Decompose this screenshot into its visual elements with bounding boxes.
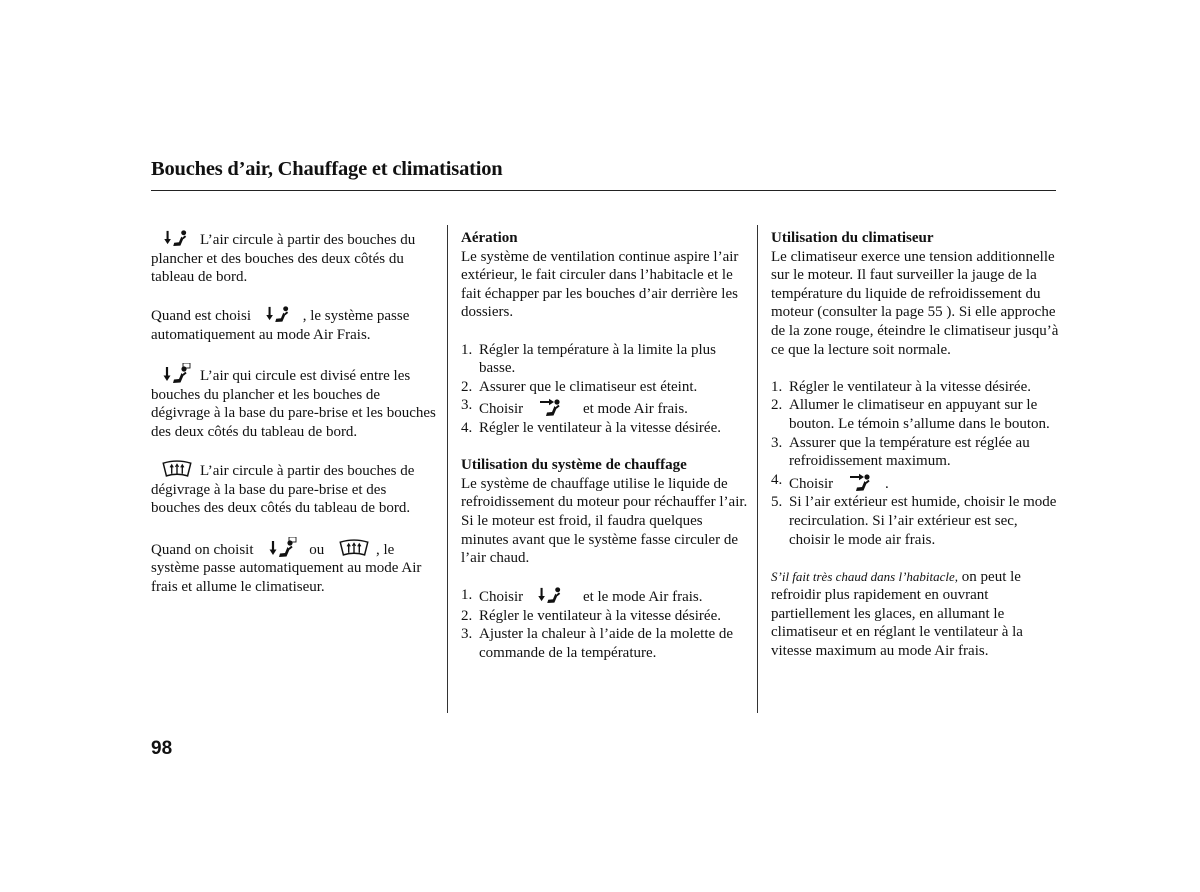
- floor-vent-paragraph: L’air circule à partir des bouches du plancher et des bouches des deux côtés du tableau de bord.: [151, 229, 436, 287]
- list-item: 1. Régler la température à la limite la plus basse.: [461, 341, 716, 377]
- list-item: 2. Régler le ventilateur à la vitesse désirée.: [461, 607, 721, 624]
- ac-paragraph: Le climatiseur exerce une tension additionnelle sur le moteur. Il faut surveiller la jauge de la température du liquide de refroidissement du moteur (consulter la page 55 ). Si elle approche de la zone rouge, éteindre le climatiseur jusqu’à ce que la lecture soit normale.: [771, 248, 1059, 358]
- list-item: 2. Assurer que le climatiseur est éteint.: [461, 378, 698, 395]
- list-item: 2. Allumer le climatiseur en appuyant sur le bouton. Le témoin s’allume dans le bouton.: [771, 397, 1050, 432]
- column-divider: [447, 225, 448, 713]
- list-item: 3. Choisir et mode Air frais.: [461, 397, 688, 418]
- auto-ac-paragraph: Quand on choisit ou , le système passe automatiquement au mode Air frais et allume le climatiseur.: [151, 537, 436, 597]
- defrost-mode-icon: [161, 460, 193, 478]
- list-item: 3. Ajuster la chaleur à l’aide de la molette de commande de la température.: [461, 626, 734, 662]
- title-rule: [151, 190, 1056, 191]
- dash-vent-mode-icon: [847, 471, 877, 491]
- dash-vent-mode-icon: [537, 396, 567, 416]
- list-item: 4. Choisir .: [771, 471, 889, 492]
- list-item: 4. Régler le ventilateur à la vitesse désirée.: [461, 419, 721, 436]
- auto-fresh-paragraph: Quand est choisi , le système passe automatiquement au mode Air Frais.: [151, 305, 436, 344]
- heating-paragraph: Le système de chauffage utilise le liquide de refroidissement du moteur pour réchauffer l’air. Si le moteur est froid, il faudra quelques minutes avant que le système fasse circuler de l’air chaud.: [461, 475, 748, 567]
- floor-defrost-mode-icon: [163, 363, 193, 383]
- list-item: 3. Assurer que la température est réglée au refroidissement maximum.: [771, 434, 1030, 470]
- column-3: [771, 229, 1061, 661]
- floor-defrost-mode-icon: [269, 537, 299, 557]
- column-divider: [757, 225, 758, 713]
- heating-steps: [461, 586, 749, 662]
- column-2: [461, 229, 749, 663]
- heating-heading: Utilisation du système de chauffage: [461, 457, 687, 474]
- floor-defrost-paragraph: L’air qui circule est divisé entre les bouches du plancher et les bouches de dégivrage à la base du pare-brise et les bouches des deux côtés du tableau de bord.: [151, 363, 436, 441]
- floor-dash-mode-icon: [265, 305, 295, 323]
- list-item: 5. Si l’air extérieur est humide, choisir le mode recirculation. Si l’air extérieur est sec, choisir le mode air frais.: [771, 494, 1057, 548]
- defrost-paragraph: L’air circule à partir des bouches de dégivrage à la base du pare-brise et des bouches des deux côtés du tableau de bord.: [151, 460, 436, 518]
- page-title: Bouches d’air, Chauffage et climatisation: [151, 158, 503, 180]
- ac-steps: [771, 378, 1061, 549]
- floor-dash-mode-icon: [163, 229, 193, 247]
- ventilation-paragraph: Le système de ventilation continue aspire l’air extérieur, le fait circuler dans l’habitacle et le fait échapper par les bouches d’air derrière les dossiers.: [461, 248, 739, 321]
- defrost-mode-icon: [338, 539, 370, 557]
- floor-dash-mode-icon: [537, 586, 567, 604]
- ac-heading: Utilisation du climatiseur: [771, 230, 934, 246]
- page-number: 98: [151, 738, 173, 759]
- ventilation-heading: Aération: [461, 230, 518, 246]
- ventilation-steps: [461, 341, 749, 438]
- column-1: [151, 229, 436, 596]
- hot-cabin-paragraph: S’il fait très chaud dans l’habitacle, on peut le refroidir plus rapidement en ouvrant partiellement les glaces, en allumant le climatiseur et en réglant le ventilateur à la vitesse maximum au mode Air frais.: [771, 568, 1023, 660]
- list-item: 1. Régler le ventilateur à la vitesse désirée.: [771, 378, 1031, 395]
- list-item: 1. Choisir et le mode Air frais.: [461, 587, 703, 606]
